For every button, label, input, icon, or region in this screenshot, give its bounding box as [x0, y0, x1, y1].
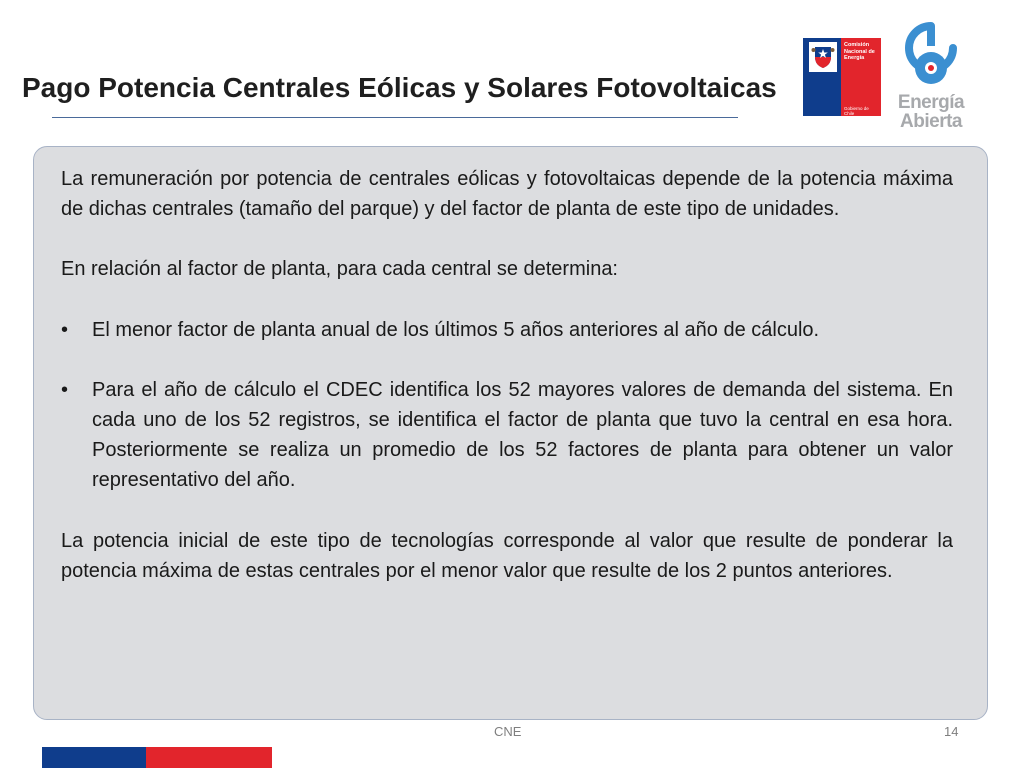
bottom-flag-bar — [42, 747, 272, 768]
energia-abierta-mark-icon — [904, 22, 958, 90]
slide-title: Pago Potencia Centrales Eólicas y Solares Fotovoltaicas — [22, 72, 777, 103]
list-item — [61, 315, 953, 345]
bullet-symbol: • — [61, 318, 69, 341]
paragraph-remuneracion: La remuneración por potencia de centrales eólicas y fotovoltaicas depende de la potencia máxima de dichas centrales (tamaño del parque) y del factor de planta de este tipo de unidades. — [61, 168, 953, 221]
paragraph-factor-planta: En relación al factor de planta, para cada central se determina: — [61, 258, 618, 281]
energia-abierta-word1: Energía — [897, 92, 965, 113]
energia-abierta-logo — [886, 22, 976, 132]
bullet-symbol: • — [61, 378, 69, 401]
cne-logo-line3: Energía — [844, 55, 865, 61]
footer-label: CNE — [494, 724, 522, 739]
chile-coat-of-arms-icon — [811, 44, 835, 70]
cne-logo-gobierno: Gobierno de Chile — [844, 106, 869, 116]
bottom-bar-red — [146, 747, 272, 768]
page-number: 14 — [944, 724, 959, 739]
title-underline — [52, 117, 738, 118]
content-body — [61, 164, 953, 586]
bottom-bar-blue — [42, 747, 146, 768]
cne-logo-line1: Comisión — [844, 42, 870, 48]
cne-logo-line2: Nacional de — [844, 48, 875, 55]
cne-logo-text — [844, 42, 880, 62]
bullet-text-1: El menor factor de planta anual de los últimos 5 años anteriores al año de cálculo. — [92, 318, 820, 341]
paragraph-potencia-inicial: La potencia inicial de este tipo de tecnologías corresponde al valor que resulte de ponderar la potencia máxima de estas centrales por el menor valor que resulte de los 2 puntos anteriores. — [61, 529, 953, 582]
list-item — [61, 375, 953, 496]
energia-abierta-word2: Abierta — [900, 111, 962, 132]
bullet-list — [61, 315, 953, 496]
bullet-text-2: Para el año de cálculo el CDEC identifica los 52 mayores valores de demanda del sistema. En cada uno de los 52 registros, se identifica el factor de planta que tuvo la central en esa hora. Posteriormente se realiza un promedio de los 52 factores de planta para obtener un valor representativo del año. — [92, 378, 953, 492]
cne-logo — [803, 38, 881, 116]
